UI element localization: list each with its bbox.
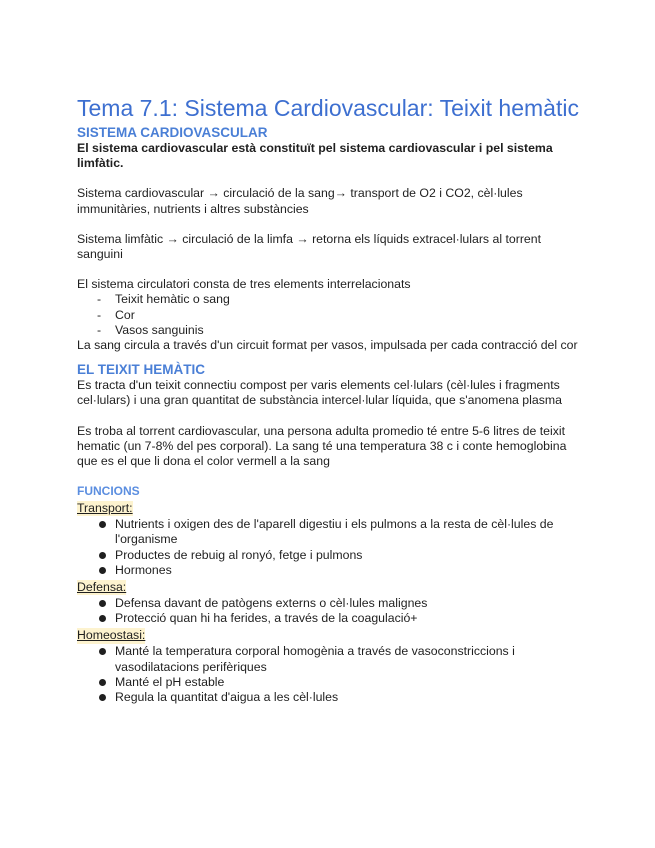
dash-marker: -	[97, 307, 102, 322]
list-item: - Teixit hemàtic o sang	[97, 292, 230, 307]
bullet-icon	[99, 567, 106, 574]
function-list	[77, 644, 582, 705]
cardio-paragraph: Sistema cardiovascular → circulació de la sang→ transport de O2 i CO2, cèl·lules immunitàries, nutrients i altres substàncies	[77, 186, 523, 216]
list-item: Regula la quantitat d'aigua a les cèl·lules	[77, 690, 582, 705]
bullet-icon	[99, 694, 106, 701]
bullet-icon	[99, 521, 106, 528]
list-item: Protecció quan hi ha ferides, a través de la coagulació+	[77, 611, 582, 626]
list-item: Defensa davant de patògens externs o cèl·lules malignes	[77, 596, 582, 611]
list-item: Nutrients i oxigen des de l'aparell digestiu i els pulmons a la resta de cèl·lules de l'organisme	[77, 517, 582, 547]
teixit-paragraph-1: Es tracta d'un teixit connectiu compost per varis elements cel·lulars (cèl·lules i fragments cel·lulars) i una gran quantitat de substància intercel·lular líquida, que s'anomena plasma	[77, 378, 562, 408]
section-heading-funcions: FUNCIONS	[77, 484, 140, 499]
elements-intro: El sistema circulatori consta de tres elements interrelacionats	[77, 277, 411, 292]
function-list	[77, 517, 582, 578]
function-group-homeostasi	[77, 626, 582, 705]
elements-list	[77, 292, 582, 338]
section-heading-cardiovascular: SISTEMA CARDIOVASCULAR	[77, 125, 268, 140]
bullet-icon	[99, 552, 106, 559]
function-group-transport	[77, 499, 582, 578]
function-label: Defensa:	[77, 580, 127, 595]
list-item: Productes de rebuig al ronyó, fetge i pulmons	[77, 548, 582, 563]
bullet-icon	[99, 679, 106, 686]
section-heading-teixit: EL TEIXIT HEMÀTIC	[77, 362, 206, 378]
bullet-icon	[99, 648, 106, 655]
list-item: Hormones	[77, 563, 582, 578]
page-title: Tema 7.1: Sistema Cardiovascular: Teixit hemàtic	[77, 95, 579, 121]
dash-marker: -	[97, 322, 102, 337]
list-item: Manté la temperatura corporal homogènia a través de vasoconstriccions i vasodilatacions perifèriques	[77, 644, 582, 674]
function-group-defensa	[77, 578, 582, 626]
document-page	[77, 96, 582, 705]
dash-marker: -	[97, 292, 102, 307]
bullet-icon	[99, 600, 106, 607]
list-item: Manté el pH estable	[77, 675, 582, 690]
circulation-paragraph: La sang circula a través d'un circuit format per vasos, impulsada per cada contracció del cor	[77, 338, 578, 353]
bullet-icon	[99, 615, 106, 622]
list-item: - Cor	[97, 307, 135, 322]
teixit-paragraph-2: Es troba al torrent cardiovascular, una persona adulta promedio té entre 5-6 litres de teixit hematic (un 7-8% del pes corporal). La sang té una temperatura 38 c i conte hemoglobina que es el que li dona el color vermell a la sang	[77, 423, 567, 469]
function-label: Transport:	[77, 501, 133, 516]
function-list	[77, 596, 582, 626]
limf-paragraph: Sistema limfàtic → circulació de la limfa → retorna els líquids extracel·lulars al torrent sanguini	[77, 231, 542, 262]
intro-paragraph: El sistema cardiovascular està constituït pel sistema cardiovascular i pel sistema limfàtic.	[77, 141, 553, 171]
function-label: Homeostasi:	[77, 628, 146, 643]
list-item: - Vasos sanguinis	[97, 322, 204, 337]
